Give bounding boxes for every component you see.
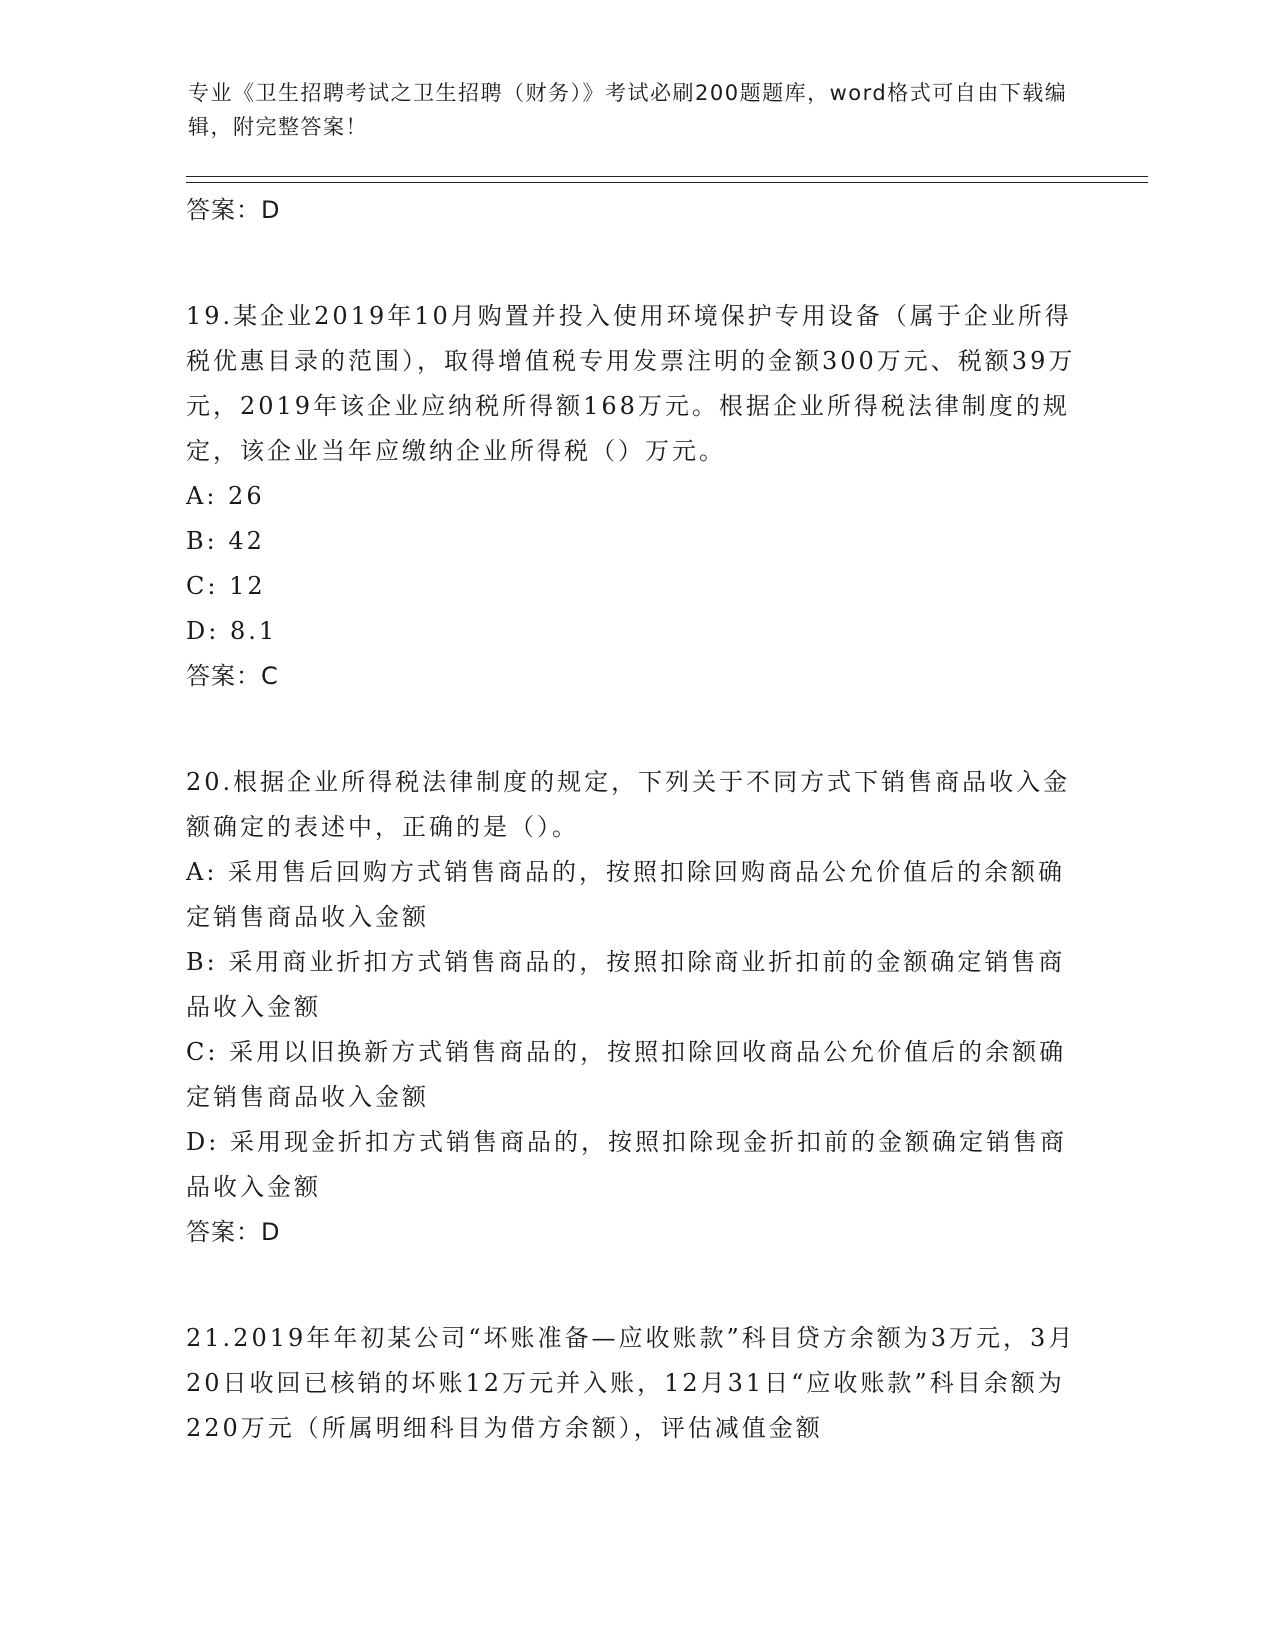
answer-previous: 答案：D — [186, 196, 281, 224]
option-b: B: 42 — [186, 527, 265, 555]
question-19 — [186, 294, 1086, 698]
option-a: A: 26 — [186, 482, 265, 510]
question-stem: 20.根据企业所得税法律制度的规定，下列关于不同方式下销售商品收入金额确定的表述中，正确的是（）。 — [186, 768, 1071, 841]
question-stem: 21.2019年年初某公司“坏账准备—应收账款”科目贷方余额为3万元，3月20日收回已核销的坏账12万元并入账，12月31日“应收账款”科目余额为220万元（所属明细科目为借方余额），评估减值金额 — [186, 1324, 1076, 1442]
option-d: D: 8.1 — [186, 617, 278, 645]
header-divider — [186, 176, 1148, 183]
document-header: 专业《卫生招聘考试之卫生招聘（财务）》考试必刷200题题库，word格式可自由下载编辑，附完整答案！ — [188, 81, 1068, 139]
option-a: A: 采用售后回购方式销售商品的，按照扣除回购商品公允价值后的余额确定销售商品收入金额 — [186, 858, 1066, 931]
option-c: C: 12 — [186, 572, 266, 600]
option-d: D: 采用现金折扣方式销售商品的，按照扣除现金折扣前的金额确定销售商品收入金额 — [186, 1128, 1067, 1201]
question-21 — [186, 1316, 1086, 1451]
answer: 答案：D — [186, 1218, 281, 1246]
document-body — [186, 188, 1086, 1451]
question-20 — [186, 760, 1086, 1254]
option-c: C: 采用以旧换新方式销售商品的，按照扣除回收商品公允价值后的余额确定销售商品收入金额 — [186, 1038, 1067, 1111]
option-b: B: 采用商业折扣方式销售商品的，按照扣除商业折扣前的金额确定销售商品收入金额 — [186, 948, 1066, 1021]
question-stem: 19.某企业2019年10月购置并投入使用环境保护专用设备（属于企业所得税优惠目录的范围），取得增值税专用发票注明的金额300万元、税额39万元，2019年该企业应纳税所得额168万元。根据企业所得税法律制度的规定，该企业当年应缴纳企业所得税（）万元。 — [186, 302, 1076, 465]
answer: 答案：C — [186, 662, 279, 690]
